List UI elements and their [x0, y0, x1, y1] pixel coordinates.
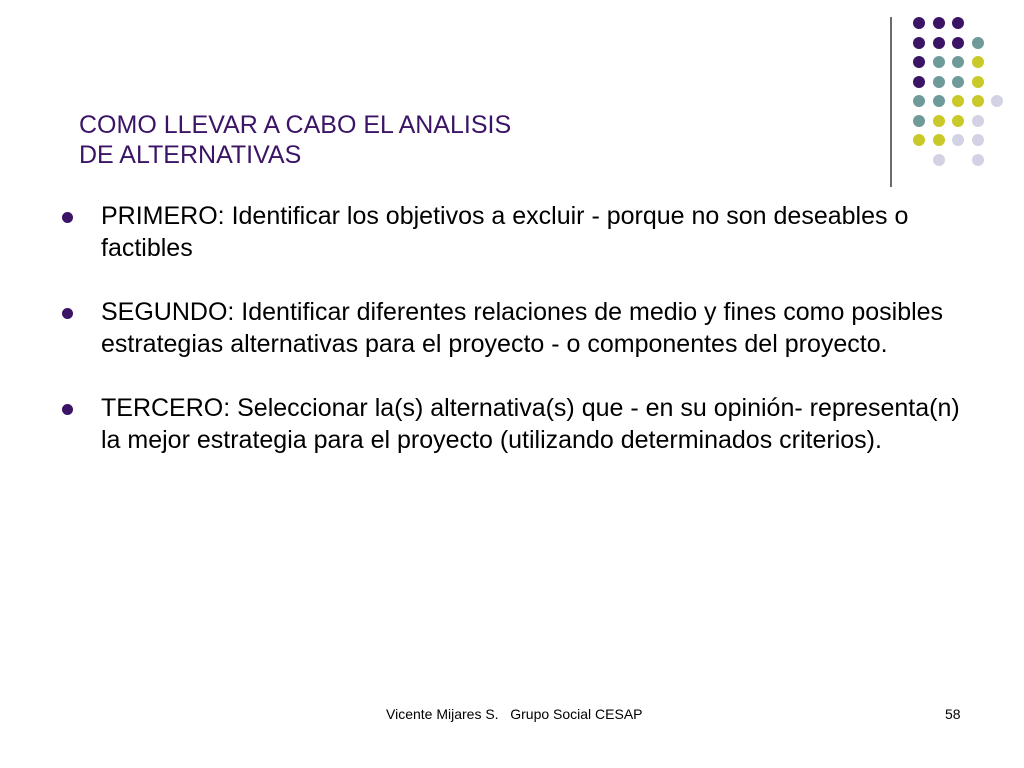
title-divider-line — [890, 17, 892, 187]
decorative-dot — [952, 95, 964, 107]
bullet-list — [60, 200, 960, 488]
decorative-dot — [933, 134, 945, 146]
bullet-text: PRIMERO: Identificar los objetivos a excluir - porque no son deseables o factibles — [101, 202, 909, 262]
slide-title-line-1: COMO LLEVAR A CABO EL ANALISIS — [79, 111, 512, 139]
decorative-dot — [933, 37, 945, 49]
decorative-dot — [972, 134, 984, 146]
decorative-dot — [933, 95, 945, 107]
bullet-text: TERCERO: Seleccionar la(s) alternativa(s) que - en su opinión- representa(n) la mejor estrategia para el proyecto (utilizando determinados criterios). — [101, 394, 960, 454]
decorative-dot — [933, 76, 945, 88]
bullet-marker-icon — [62, 212, 73, 223]
decorative-dot — [913, 76, 925, 88]
bullet-item-primero — [60, 200, 960, 264]
slide-title — [79, 110, 839, 170]
decorative-dot — [933, 17, 945, 29]
decorative-dot — [972, 154, 984, 166]
decorative-dot — [913, 95, 925, 107]
decorative-dot — [913, 134, 925, 146]
decorative-dot — [913, 115, 925, 127]
decorative-dot — [952, 37, 964, 49]
bullet-marker-icon — [62, 404, 73, 415]
slide-title-line-2: DE ALTERNATIVAS — [79, 141, 302, 169]
decorative-dot — [913, 17, 925, 29]
decorative-dot — [972, 95, 984, 107]
page-number: 58 — [945, 706, 961, 722]
decorative-dot — [972, 37, 984, 49]
decorative-dot — [913, 56, 925, 68]
bullet-text: SEGUNDO: Identificar diferentes relaciones de medio y fines como posibles estrategias alternativas para el proyecto - o componentes del proyecto. — [101, 298, 944, 358]
footer-author: Vicente Mijares S. Grupo Social CESAP — [386, 706, 643, 722]
decorative-dot — [933, 154, 945, 166]
bullet-item-tercero — [60, 392, 960, 456]
decorative-dot — [972, 76, 984, 88]
decorative-dot — [933, 115, 945, 127]
decorative-dot — [933, 56, 945, 68]
decorative-dot — [952, 134, 964, 146]
decorative-dot — [913, 37, 925, 49]
decorative-dot — [972, 56, 984, 68]
decorative-dot — [952, 115, 964, 127]
bullet-item-segundo — [60, 296, 960, 360]
decorative-dot — [952, 56, 964, 68]
decorative-dot — [952, 76, 964, 88]
decorative-dot — [991, 95, 1003, 107]
decorative-dot — [972, 115, 984, 127]
decorative-dot — [952, 17, 964, 29]
bullet-marker-icon — [62, 308, 73, 319]
